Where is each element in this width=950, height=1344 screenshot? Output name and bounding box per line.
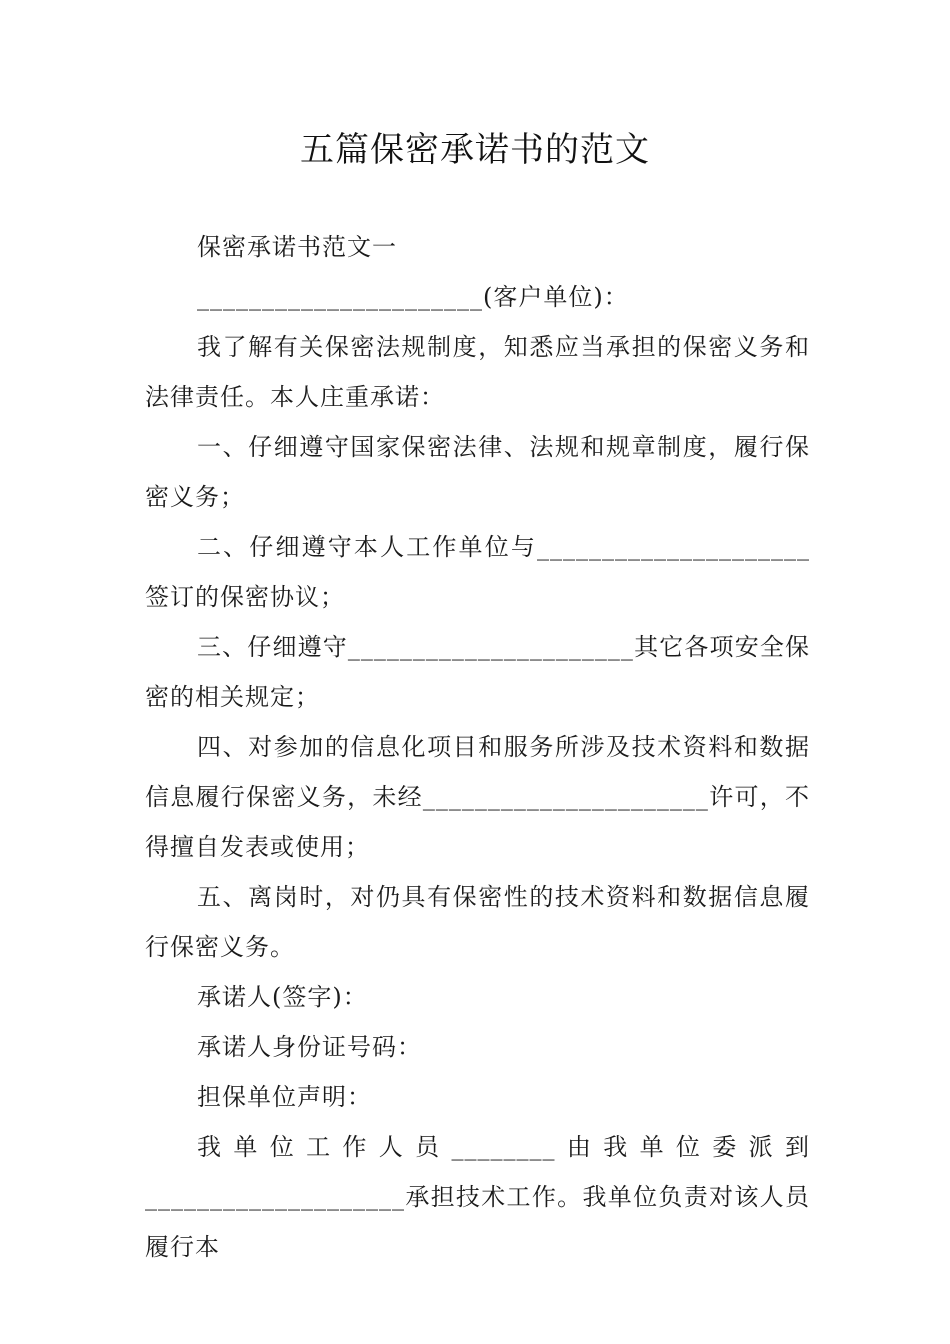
- clause-4: 四、对参加的信息化项目和服务所涉及技术资料和数据信息履行保密义务，未经______________________许可，不得擅自发表或使用；: [145, 733, 810, 861]
- signature-line: 承诺人(签字)：: [197, 983, 368, 1011]
- id-number-line: 承诺人身份证号码：: [197, 1033, 422, 1061]
- clause-3: 三、仔细遵守______________________其它各项安全保密的相关规定；: [145, 633, 810, 711]
- document-title: 五篇保密承诺书的范文: [300, 130, 650, 170]
- document-body: [145, 222, 810, 1272]
- intro-paragraph: 我了解有关保密法规制度，知悉应当承担的保密义务和法律责任。本人庄重承诺：: [145, 333, 810, 411]
- guarantor-paragraph: 我单位工作人员________由我单位委派到____________________承担技术工作。我单位负责对该人员履行本: [145, 1133, 810, 1261]
- addressee-line: ______________________(客户单位)：: [197, 283, 629, 311]
- guarantor-heading: 担保单位声明：: [197, 1083, 372, 1111]
- clause-5: 五、离岗时，对仍具有保密性的技术资料和数据信息履行保密义务。: [145, 883, 810, 961]
- clause-1: 一、仔细遵守国家保密法律、法规和规章制度，履行保密义务；: [145, 433, 810, 511]
- section-heading: 保密承诺书范文一: [197, 233, 397, 261]
- clause-2: 二、仔细遵守本人工作单位与_____________________签订的保密协议；: [145, 533, 810, 611]
